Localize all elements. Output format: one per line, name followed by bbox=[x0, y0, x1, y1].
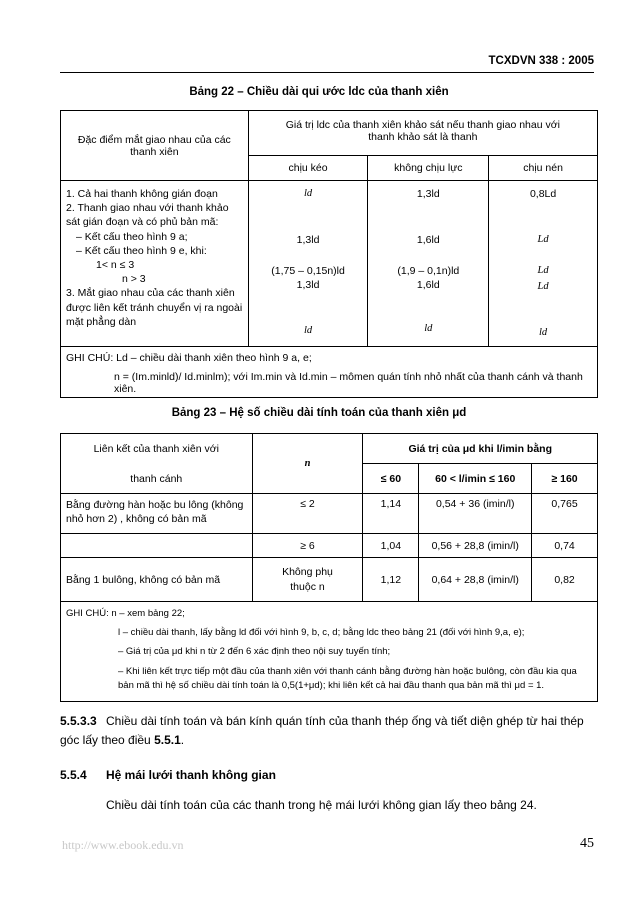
table23-subheader: ≥ 160 bbox=[532, 464, 598, 494]
table22-tension-value: ld bbox=[303, 325, 313, 336]
table22-notes bbox=[61, 347, 598, 398]
table22-tension-value: ld bbox=[303, 188, 313, 199]
table22-compression-value: Ld bbox=[537, 281, 549, 292]
table23-subheader: 60 < l/imin ≤ 160 bbox=[419, 464, 532, 494]
table23-note: – Giá trị của μd khi n từ 2 đến 6 xác định theo nội suy tuyến tính; bbox=[118, 646, 391, 657]
table22-tension-value: 1,3ld bbox=[296, 279, 320, 291]
table22-title: Bảng 22 – Chiều dài qui ước ldc của thanh xiên bbox=[189, 86, 449, 98]
table22-note: GHI CHÚ: Ld – chiều dài thanh xiên theo hình 9 a, e; bbox=[66, 352, 312, 364]
table23-notes bbox=[61, 602, 598, 702]
body-paragraph: Chiều dài tính toán của các thanh trong hệ mái lưới không gian lấy theo bảng 24. bbox=[106, 798, 537, 812]
table23-cell: Bằng đường hàn hoặc bu lông (không nhỏ hơn 2) , không có bản mã bbox=[61, 494, 253, 534]
table23-note: l – chiều dài thanh, lấy bằng ld đối với hình 9, b, c, d; bằng ldc theo bảng 21 (đối với hình 9,a, e); bbox=[118, 627, 525, 638]
table22-unloaded-value: ld bbox=[424, 323, 433, 334]
table22-subheader-unloaded: không chịu lực bbox=[368, 156, 489, 181]
table23-cell: 1,04 bbox=[363, 534, 419, 558]
section-554-title: Hệ mái lưới thanh không gian bbox=[106, 768, 276, 782]
table22-row-feature: n > 3 bbox=[122, 273, 146, 286]
page-number: 45 bbox=[580, 836, 594, 851]
table23-cell bbox=[61, 534, 253, 558]
section-554 bbox=[60, 766, 594, 785]
table22-unloaded-value: 1,6ld bbox=[416, 279, 440, 291]
table22-unloaded-cell bbox=[368, 181, 489, 347]
footer-url[interactable]: http://www.ebook.edu.vn bbox=[62, 838, 184, 852]
table22-row-feature: – Kết cấu theo hình 9 a; bbox=[76, 230, 188, 243]
table22-tension-value: (1,75 – 0,15n)ld bbox=[271, 265, 345, 277]
table23-subheader: ≤ 60 bbox=[363, 464, 419, 494]
table22-row-feature: 1. Cả hai thanh không gián đoạn bbox=[66, 188, 218, 200]
table23-cell: 1,12 bbox=[363, 558, 419, 602]
table23-cell: ≤ 2 bbox=[252, 494, 363, 534]
table22-row-feature: 3. Mắt giao nhau của các thanh xiên được liên kết tránh chuyển vị ra ngoài mặt phẳng dàn bbox=[66, 287, 243, 328]
table22-compression-value: Ld bbox=[537, 234, 549, 245]
table23-header-connection bbox=[61, 434, 253, 494]
table22-header-feature: Đặc điểm mắt giao nhau của các thanh xiên bbox=[61, 111, 249, 181]
table23-cell: 0,82 bbox=[532, 558, 598, 602]
table23-note: – Khi liên kết trực tiếp một đầu của thanh xiên với thanh cánh bằng đường hàn hoặc bulông, còn đầu kia qua bản mã thì hệ số chiều dài tính toán là 0,5(1+μd); khi liên kết cả hai đầu thanh qua bản mã thì μd = 1. bbox=[118, 666, 577, 691]
section-554-number: 5.5.4 bbox=[60, 768, 87, 782]
table22-unloaded-value: 1,3ld bbox=[416, 188, 440, 200]
table23-title: Bảng 23 – Hệ số chiều dài tính toán của thanh xiên μd bbox=[171, 407, 467, 419]
table22-header-value: Giá trị ldc của thanh xiên khảo sát nếu thanh giao nhau với thanh khảo sát là thanh bbox=[248, 111, 597, 156]
table22-subheader-tension: chịu kéo bbox=[248, 156, 368, 181]
table22-row-feature: 2. Thanh giao nhau với thanh khảo sát gián đoạn và có phủ bản mã: bbox=[66, 202, 229, 229]
table22-unloaded-value: 1,6ld bbox=[416, 234, 440, 246]
header-rule bbox=[60, 72, 594, 73]
table23-header-connection-line1: Liên kết của thanh xiên với bbox=[93, 443, 219, 455]
table22-note: n = (Im.minld)/ Id.minlm); với Im.min và Id.min – mômen quán tính nhỏ nhất của thanh cánh và thanh xiên. bbox=[114, 371, 583, 395]
table23-cell: 0,74 bbox=[532, 534, 598, 558]
table23-cell: 0,765 bbox=[532, 494, 598, 534]
section-5533-text: Chiều dài tính toán và bán kính quán tính của thanh thép ống và tiết diện ghép từ hai thép góc lấy theo điều bbox=[60, 714, 584, 747]
table22-feature-cell bbox=[61, 181, 249, 347]
table22-subheader-compression: chịu nén bbox=[489, 156, 598, 181]
table22-compression-cell bbox=[489, 181, 598, 347]
table22-unloaded-value: (1,9 – 0,1n)ld bbox=[397, 265, 460, 277]
table23-header-connection-line2: thanh cánh bbox=[130, 473, 183, 485]
table22-compression-value: ld bbox=[539, 327, 548, 338]
standard-code: TCXDVN 338 : 2005 bbox=[488, 55, 594, 67]
table22-compression-value: Ld bbox=[537, 265, 549, 276]
table23-header-value: Giá trị của μd khi l/imin bằng bbox=[363, 434, 598, 464]
table23-cell: Không phụ thuộc n bbox=[252, 558, 363, 602]
table23-cell: 1,14 bbox=[363, 494, 419, 534]
table22 bbox=[60, 110, 598, 398]
table23-note: GHI CHÚ: n – xem bảng 22; bbox=[66, 608, 185, 619]
table22-row-feature: 1< n ≤ 3 bbox=[96, 259, 135, 272]
table23-header-n: n bbox=[252, 434, 363, 494]
table23-cell: 0,54 + 36 (imin/l) bbox=[419, 494, 532, 534]
table22-compression-value: 0,8Ld bbox=[529, 188, 557, 200]
table23-cell: Bằng 1 bulông, không có bản mã bbox=[61, 558, 253, 602]
table22-tension-value: 1,3ld bbox=[296, 234, 320, 246]
section-5533 bbox=[60, 712, 594, 750]
table23-cell: 0,56 + 28,8 (imin/l) bbox=[419, 534, 532, 558]
section-5533-number: 5.5.3.3 bbox=[60, 714, 97, 728]
section-5533-end: . bbox=[180, 733, 185, 747]
section-5533-ref: 5.5.1 bbox=[154, 733, 181, 747]
table22-row-feature: – Kết cấu theo hình 9 e, khi: bbox=[76, 244, 207, 257]
table23-cell: ≥ 6 bbox=[252, 534, 363, 558]
table22-tension-cell bbox=[248, 181, 368, 347]
table23 bbox=[60, 433, 598, 702]
table23-cell: 0,64 + 28,8 (imin/l) bbox=[419, 558, 532, 602]
